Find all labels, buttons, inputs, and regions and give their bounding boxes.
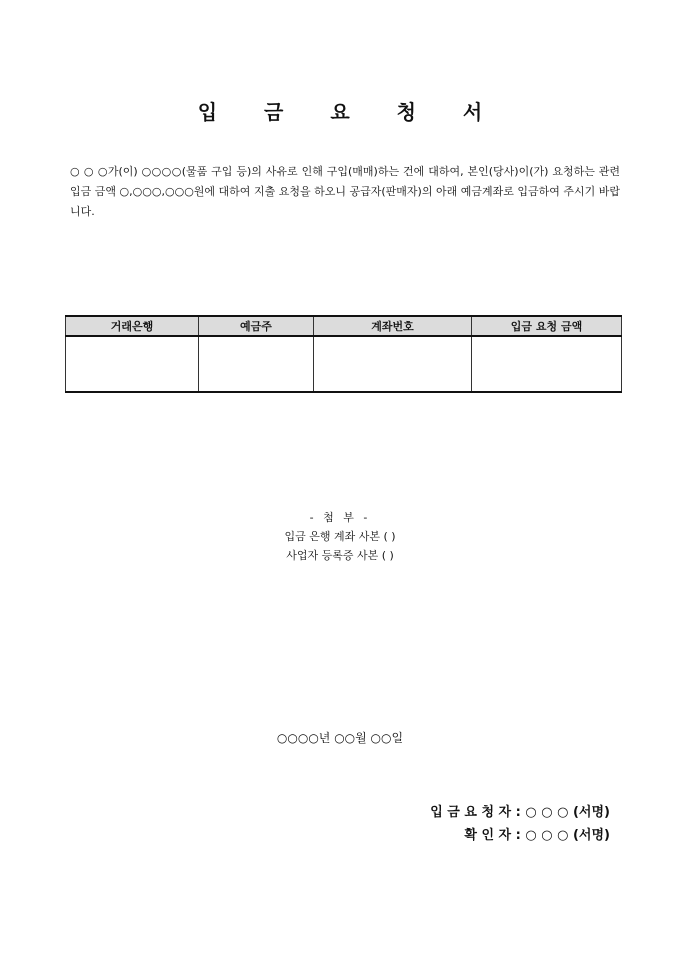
- table-row: [66, 336, 622, 392]
- document-date: ○○○○년 ○○월 ○○일: [276, 731, 404, 745]
- header-request-amount: 입금 요청 금액: [472, 316, 622, 336]
- confirmer-sign-suffix: (서명): [568, 828, 610, 843]
- attachment-item-business-registration: 사업자 등록증 사본 ( ): [286, 549, 394, 562]
- cell-account-number: [314, 336, 472, 392]
- requester-signature-line: [430, 801, 610, 820]
- bank-account-table: [65, 315, 622, 393]
- requester-label: 입 금 요 청 자 :: [430, 805, 526, 820]
- cell-account-holder: [199, 336, 314, 392]
- attachment-item-bank-copy: 입금 은행 계좌 사본 ( ): [284, 530, 396, 543]
- header-account-holder: 예금주: [199, 316, 314, 336]
- table-header-row: [66, 316, 622, 336]
- requester-name: ○ ○ ○: [525, 805, 569, 820]
- confirmer-name: ○ ○ ○: [525, 828, 569, 843]
- cell-bank: [66, 336, 199, 392]
- requester-sign-suffix: (서명): [568, 805, 610, 820]
- header-account-number: 계좌번호: [314, 316, 472, 336]
- request-paragraph: ○ ○ ○가(이) ○○○○(물품 구입 등)의 사유로 인해 구입(매매)하는 건에 대하여, 본인(당사)이(가) 요청하는 관련 입금 금액 ○,○○○,○○○원에 대하여 지출 요청을 하오니 공급자(판매자)의 아래 예금계좌로 입금하여 주시기 바랍니다.: [70, 165, 620, 218]
- attachments-heading: - 첨 부 -: [309, 511, 371, 524]
- cell-request-amount: [472, 336, 622, 392]
- document-title: 입 금 요 청 서: [197, 100, 503, 124]
- confirmer-label: 확 인 자 :: [464, 828, 526, 843]
- header-bank: 거래은행: [66, 316, 199, 336]
- confirmer-signature-line: [464, 824, 610, 843]
